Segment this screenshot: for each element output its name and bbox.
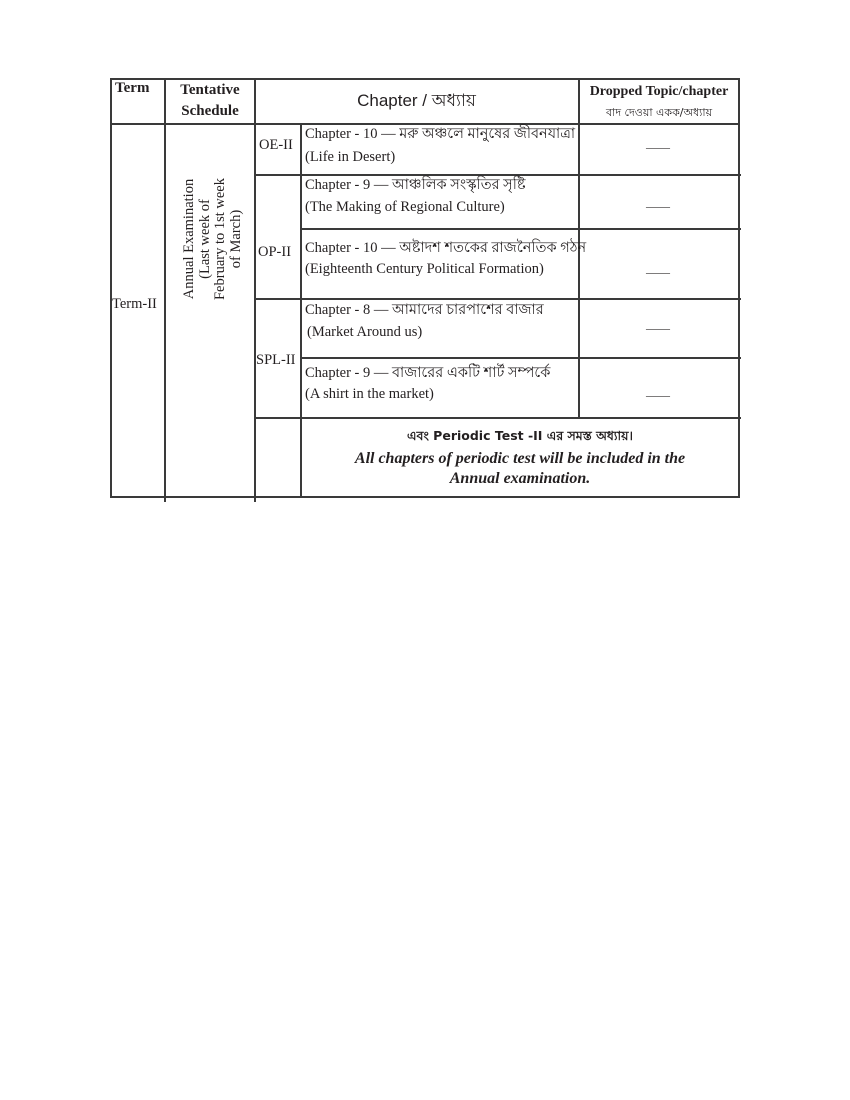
term-label: Term-II xyxy=(112,296,157,312)
dropped-dash: —— xyxy=(646,321,670,335)
row-english: (Eighteenth Century Political Formation) xyxy=(305,261,544,277)
row-chapter: Chapter - 10 — অষ্টাদশ শতকের রাজনৈতিক গঠন xyxy=(305,240,587,256)
row-english: (Life in Desert) xyxy=(305,149,396,165)
dropped-dash: —— xyxy=(646,265,670,279)
schedule-text: Annual Examination (Last week of February to 1st week of March) xyxy=(181,178,244,301)
row-english: (The Making of Regional Culture) xyxy=(305,199,505,215)
row-chapter: Chapter - 10 — মরু অঞ্চলে মানুষের জীবনযাত্রা xyxy=(305,126,576,142)
note-line: Annual examination. xyxy=(449,470,591,487)
row-chapter: Chapter - 9 — বাজারের একটি শার্ট সম্পর্কে xyxy=(305,365,551,381)
header-schedule: Tentative Schedule xyxy=(180,82,240,119)
dropped-dash: —— xyxy=(646,140,670,154)
header-dropped: Dropped Topic/chapter xyxy=(589,84,729,99)
header-chapter: Chapter / অধ্যায় xyxy=(357,91,476,110)
book-code-spl: SPL-II xyxy=(256,352,296,368)
row-chapter: Chapter - 8 — আমাদের চারপাশের বাজার xyxy=(305,302,544,318)
row-english: (Market Around us) xyxy=(307,324,423,340)
header-dropped-bengali: বাদ দেওয়া একক/অধ্যায় xyxy=(605,106,713,119)
row-english: (A shirt in the market) xyxy=(305,386,434,402)
note-bengali: এবং Periodic Test -II এর সমস্ত অধ্যায়। xyxy=(406,428,633,443)
dropped-dash: —— xyxy=(646,199,670,213)
book-code-oe: OE-II xyxy=(259,137,293,153)
dropped-dash: —— xyxy=(646,388,670,402)
row-chapter: Chapter - 9 — আঞ্চলিক সংস্কৃতির সৃষ্টি xyxy=(305,177,526,193)
book-code-op: OP-II xyxy=(258,244,292,260)
header-term: Term xyxy=(115,80,150,96)
note-line: All chapters of periodic test will be included in the xyxy=(354,450,686,467)
